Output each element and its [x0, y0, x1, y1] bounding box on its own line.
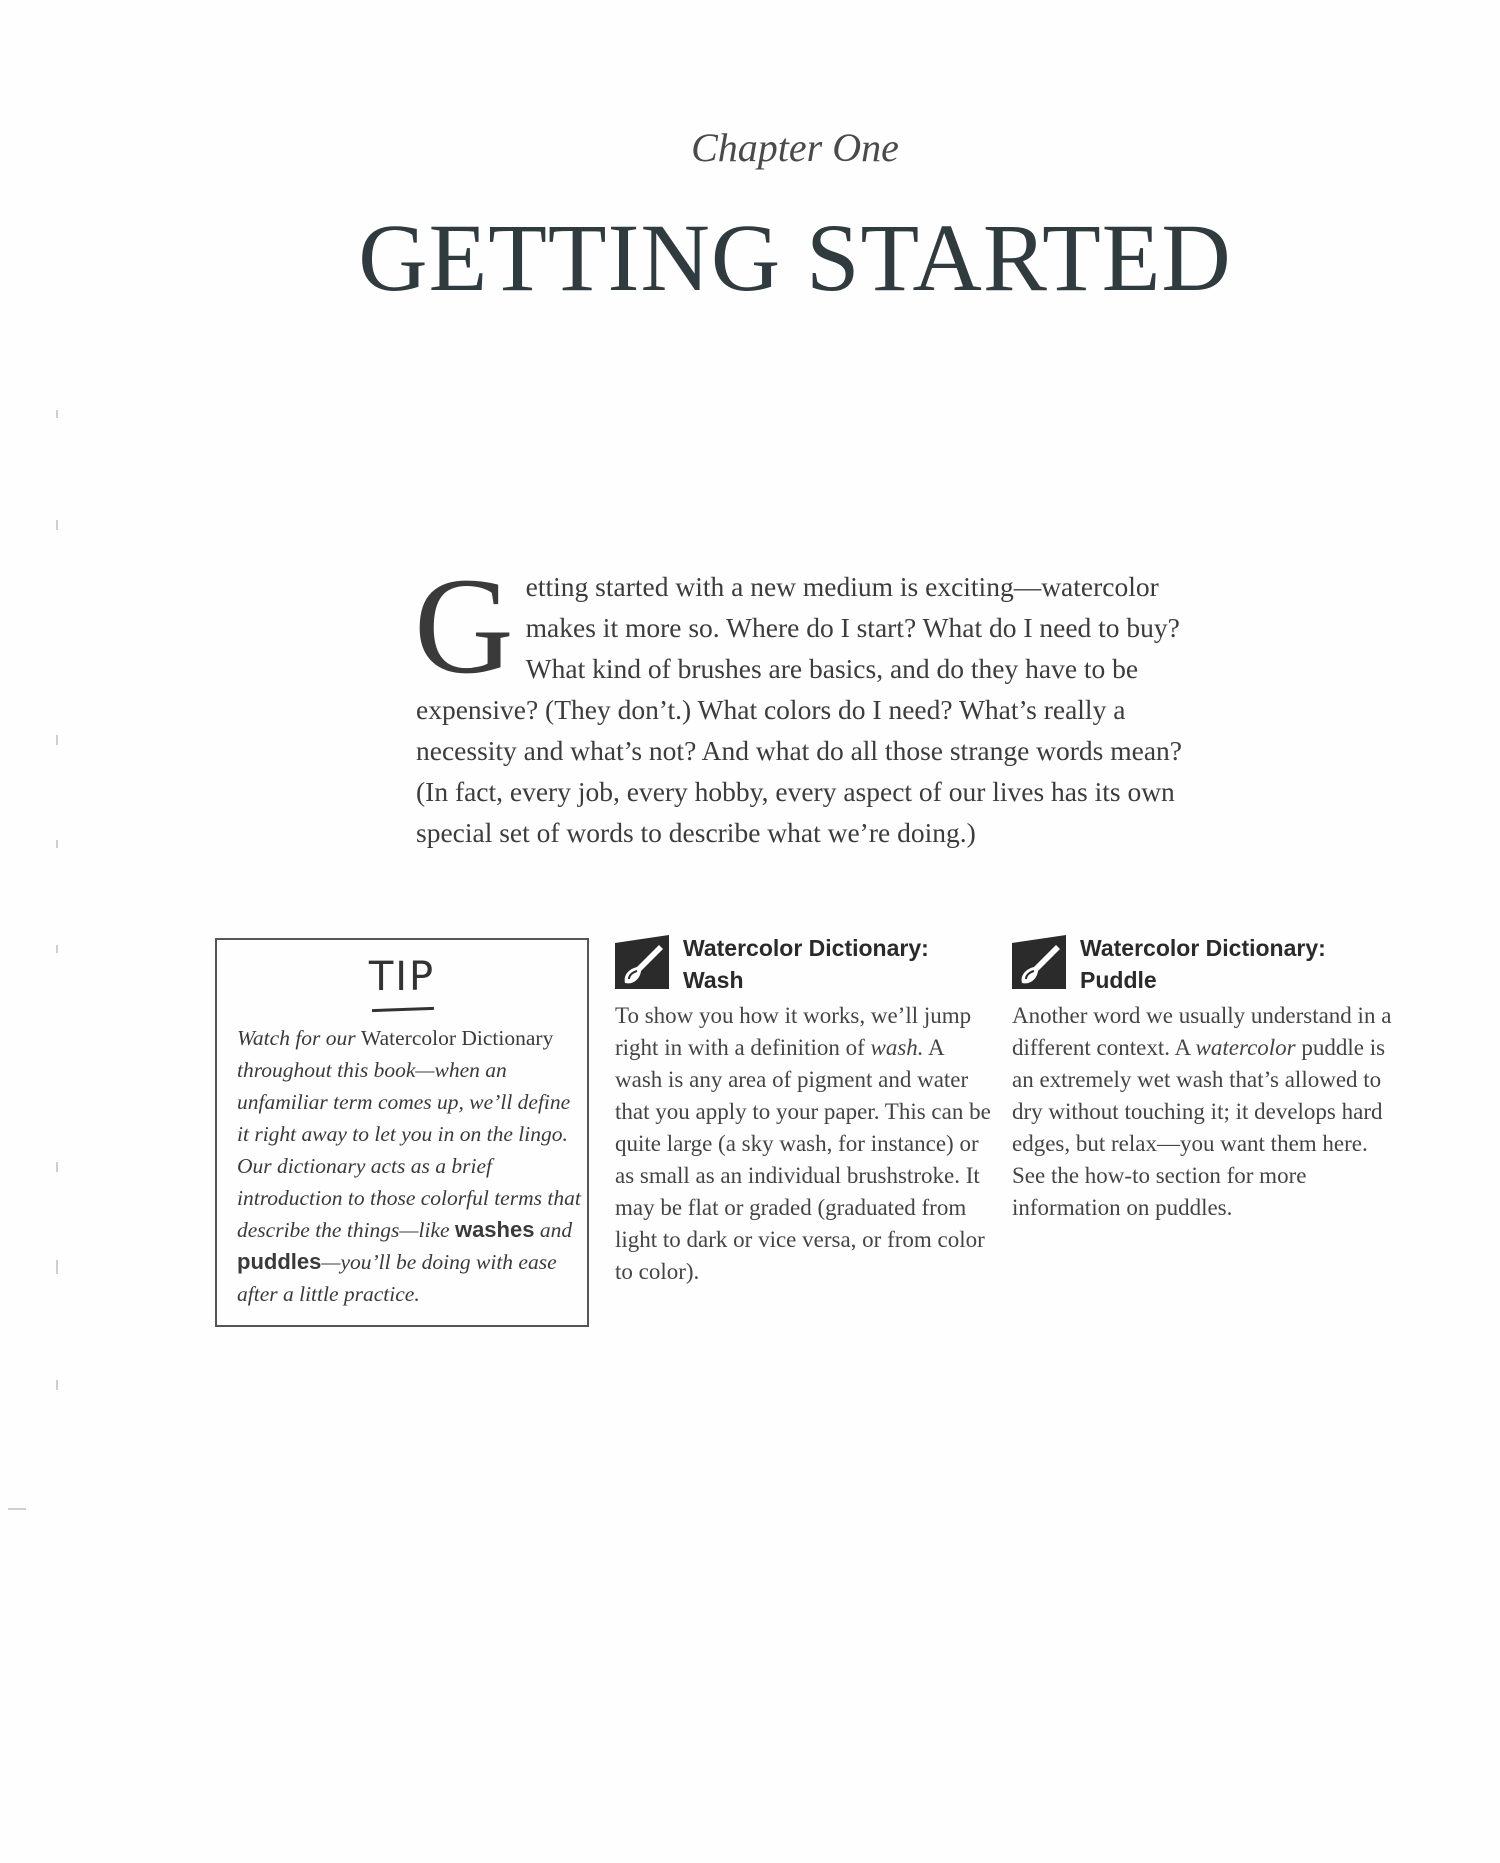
dictionary-text: puddle is an extremely wet wash that’s allowed to dry without touching it; it develops hard edges, but relax—you want them here. See the how-to section for more information on puddles. — [1012, 1035, 1386, 1220]
dictionary-heading — [1080, 932, 1326, 996]
dictionary-text: A wash is any area of pigment and water that you apply to your paper. This can be quite large (a sky wash, for instance) or as small as an individual brushstroke. It may be flat or graded (graduated from light to dark or vice versa, or from color to color). — [615, 1035, 991, 1284]
dictionary-text-italic: wash. — [870, 1035, 924, 1060]
dictionary-heading-term: Puddle — [1080, 967, 1157, 993]
dictionary-text-italic: watercolor — [1195, 1035, 1296, 1060]
scan-speck — [8, 1508, 26, 1510]
dictionary-body — [615, 1000, 995, 1288]
tip-text: Watch for our — [237, 1026, 362, 1050]
tip-term-puddles: puddles — [237, 1249, 322, 1274]
dictionary-heading — [683, 932, 929, 996]
scan-speck — [56, 410, 58, 418]
brush-dictionary-icon — [615, 935, 669, 989]
scan-speck — [56, 840, 58, 848]
scan-speck — [56, 1260, 58, 1274]
scan-speck — [56, 520, 58, 530]
tip-text: —you’ll be doing with ease after a little practice. — [237, 1250, 557, 1306]
scan-speck — [56, 945, 58, 953]
tip-term-washes: washes — [454, 1217, 535, 1242]
scan-speck — [56, 1162, 58, 1172]
tip-underline — [372, 1007, 434, 1012]
dictionary-heading-line1: Watercolor Dictionary: — [683, 935, 929, 961]
drop-cap: G — [414, 549, 514, 702]
chapter-label: Chapter One — [691, 125, 899, 170]
dictionary-body — [1012, 1000, 1397, 1224]
dictionary-text: Another word we usually understand in a different context. A — [1012, 1003, 1392, 1060]
intro-paragraph — [414, 549, 1196, 853]
chapter-title: GETTING STARTED — [358, 204, 1232, 311]
tip-body — [237, 1022, 581, 1310]
scan-speck — [56, 735, 58, 745]
dictionary-text: To show you how it works, we’ll jump right in with a definition of — [615, 1003, 972, 1060]
tip-heading: TIP — [368, 954, 436, 1000]
scan-speck — [56, 1380, 58, 1390]
dictionary-heading-line1: Watercolor Dictionary: — [1080, 935, 1326, 961]
dictionary-heading-term: Wash — [683, 967, 744, 993]
tip-box — [215, 938, 589, 1327]
tip-text: throughout this book—when an unfamiliar term comes up, we’ll define it right away to let you in on the lingo. Our dictionary acts as a brief introduction to those colorful terms that describe the things—like — [237, 1058, 581, 1242]
tip-text-dictionary: Watercolor Dictionary — [361, 1026, 554, 1050]
intro-text: etting started with a new medium is exciting—watercolor makes it more so. Where do I start? What do I need to buy? What kind of brushes are basics, and do they have to be expensive? (They don’t.) What colors do I need? What’s really a necessity and what’s not? And what do all those strange words mean? (In fact, every job, every hobby, every aspect of our lives has its own special set of words to describe what we’re doing.) — [416, 571, 1182, 848]
tip-text: and — [534, 1218, 573, 1242]
brush-dictionary-icon — [1012, 935, 1066, 989]
